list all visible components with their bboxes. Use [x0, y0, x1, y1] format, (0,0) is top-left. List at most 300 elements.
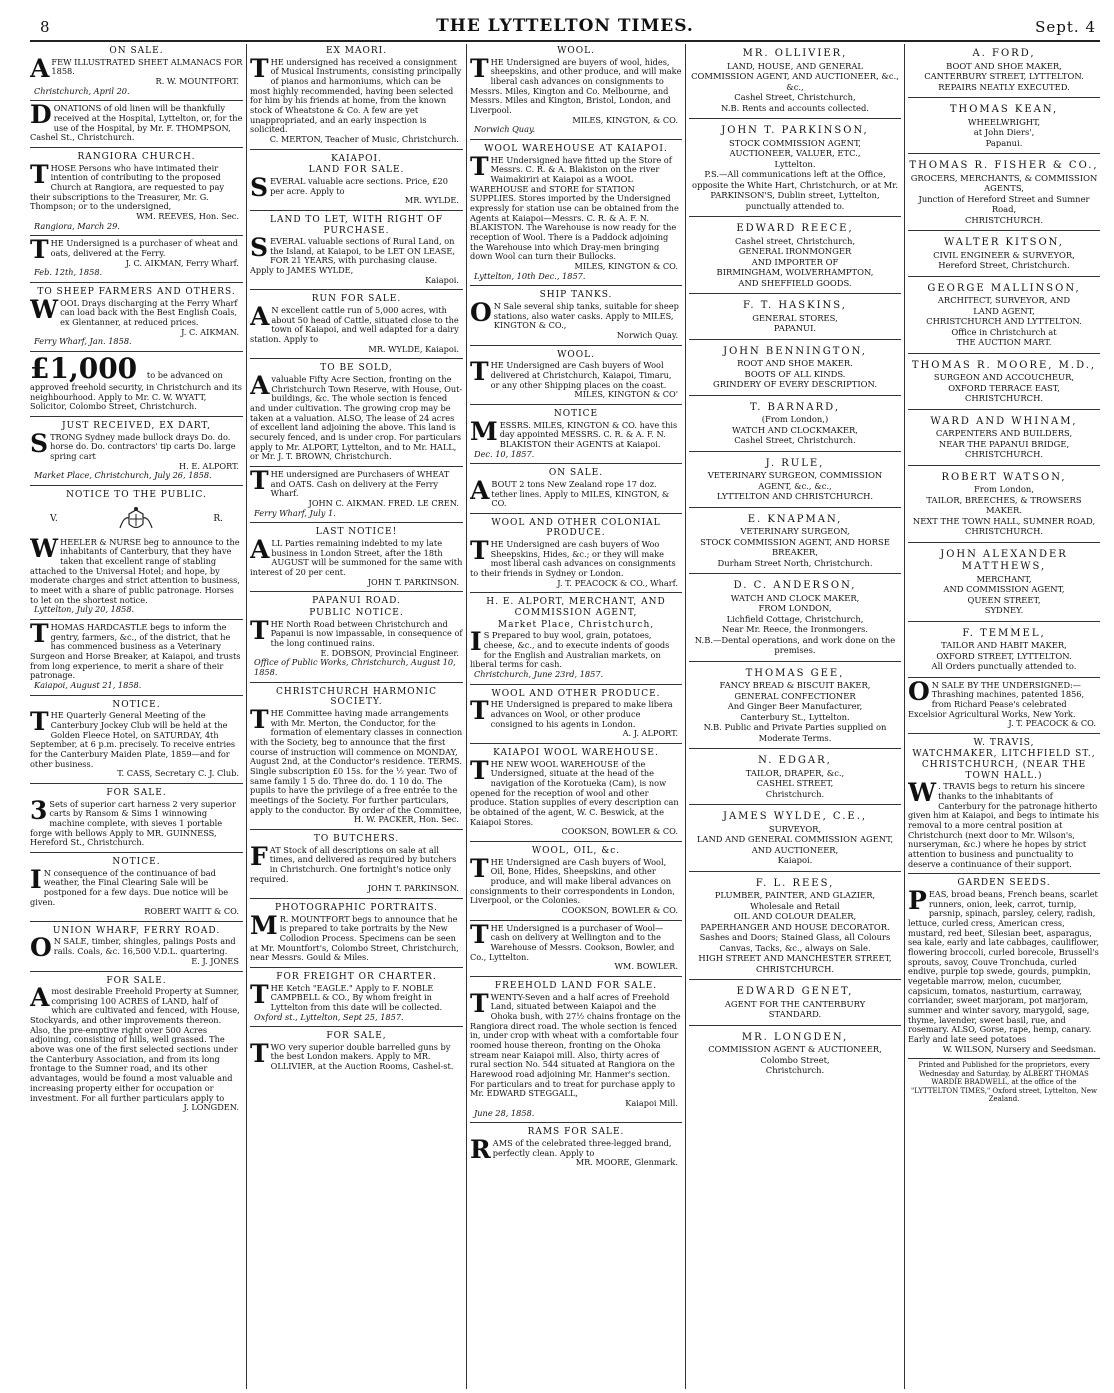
ad-signature: MR. WYLDE, Kaiapoi.: [368, 343, 459, 354]
business-line: PAPANUI.: [773, 323, 817, 333]
ad-text: HE undersigned has received a consignment of Musical Instruments, consisting principally of pianos and harmoniums, which can be most highly recommended, having been selected for him by his friends at home, from the known stock of Wheatstone & Co. A few are yet unappropriated, and an early inspection is solicited.: [250, 56, 462, 135]
ad-subheading: PUBLIC NOTICE.: [309, 608, 404, 619]
business-card: [908, 545, 1100, 619]
ad-divider: [250, 210, 463, 211]
ad-heading: SHIP TANKS.: [539, 290, 613, 301]
business-name: JOHN ALEXANDER MATTHEWS,: [940, 548, 1068, 572]
advertisement: [470, 44, 682, 137]
ad-heading: H. E. ALPORT, MERCHANT, AND COMMISSION AGENT,: [486, 597, 666, 619]
imprint: Printed and Published for the proprietors, every Wednesday and Saturday, by ALBERT THOMAS WARDIE BRADWELL, at the office of the "LYTTELTON TIMES," Oxford street, Lyttelton, New Zealand.: [911, 1061, 1097, 1103]
business-line: TAILOR, DRAPER, &c.,: [745, 767, 845, 778]
ad-heading: WOOL WAREHOUSE AT KAIAPOI.: [484, 143, 668, 154]
ad-signature: J. C. AIKMAN.: [181, 326, 239, 337]
business-line: GENERAL IRONMONGER: [738, 246, 852, 256]
ad-divider: [30, 282, 243, 283]
ad-text: BOUT 2 tons New Zealand rope 17 doz. tether lines. Apply to MILES, KINGTON, & CO.: [491, 478, 670, 509]
advertisement: [908, 876, 1100, 1056]
column-1: [30, 44, 243, 1389]
ad-body: [30, 707, 243, 769]
ad-body: [470, 853, 682, 906]
advertisement: [30, 786, 243, 850]
business-line: AGENT, &c., &c.,: [758, 480, 832, 491]
ad-text: HE Undersigned are buyers of wool, hides, sheepskins, and other produce, and will make liberal cash advances on consignments to Messrs. Miles, Kington and Co. Melbourne, and Messrs. Miles and Kington, Bristol, London, and Liverpool.: [470, 56, 682, 115]
drop-cap: A: [30, 53, 50, 83]
business-line: VETERINARY SURGEON,: [740, 526, 850, 536]
ad-body: [470, 696, 682, 729]
ad-text: LL Parties remaining indebted to my late business in London Street, after the 18th AUGUST will be summoned for the same with interest of 20 per cent.: [250, 538, 463, 578]
ad-heading: PAPANUI ROAD.: [312, 596, 401, 607]
business-line: PAPERHANGER AND HOUSE DECORATOR.: [700, 921, 890, 932]
business-card: [689, 751, 901, 802]
ad-text: N excellent cattle run of 5,000 acres, with about 50 head of Cattle, situated close to the town of Kaiapoi, and well adapted for a dairy station. Apply to: [250, 305, 459, 345]
business-card: [908, 233, 1100, 274]
business-line: NEXT THE TOWN HALL, SUMNER ROAD,: [912, 515, 1096, 526]
ad-divider: [689, 118, 901, 119]
ad-divider: [30, 921, 243, 922]
ad-heading: RAMS FOR SALE.: [527, 1127, 625, 1138]
business-line: SURGEON AND ACCOUCHEUR,: [933, 372, 1075, 382]
business-name: JOHN T. PARKINSON,: [721, 125, 869, 136]
ad-dateline: Dec. 10, 1857.: [474, 448, 535, 459]
business-line: AND SHEFFIELD GOODS.: [738, 277, 852, 288]
business-line: HIGH STREET AND MANCHESTER STREET, CHRISTCHURCH.: [698, 953, 892, 974]
ad-body: [470, 919, 682, 963]
advertisement: [30, 44, 243, 98]
ad-dateline: Christchurch, April 20.: [34, 85, 130, 96]
business-line: OIL AND COLOUR DEALER,: [733, 911, 857, 921]
business-line: AGENT FOR THE CANTERBURY: [724, 998, 866, 1009]
ad-heading: NOTICE TO THE PUBLIC.: [66, 489, 207, 500]
business-line: WHEELWRIGHT,: [967, 116, 1041, 127]
business-card: [689, 874, 901, 978]
ad-body: [470, 53, 682, 116]
business-name: EDWARD GENET,: [736, 986, 854, 997]
ad-text: HE Undersigned have fitted up the Store of Messrs. C. R. & A. Blakiston on the river Waimakiriri at Kaiapoi as a WOOL WAREHOUSE and STORE for STATION SUPPLIES. Stores imported by the Undersigned expressly for station use can be obtained from the Agents at Kaiapoi—Messrs. C. R. & A. F. N. BLAKISTON. The Warehouse is now ready for the reception of Wool. There is a Paddock adjoining the Warehouse into which Dray-men bringing down Wool can turn their Bullocks.: [470, 154, 679, 262]
ad-signature: MILES, KINGTON, & CO.: [572, 114, 678, 125]
ad-text: WENTY-Seven and a half acres of Freehold Land, situated between Kaiapoi and the Ohoka bush, with 27½ chains frontage on the Rangiora direct road. The whole section is fenced in, under crop with wheat with a comfortable four roomed house thereon, fronting on the Ohoka stream near Kaiapoi mill. Also, thirty acres of rural section No. 544 situated at Rangiora on the Harewood road adjoining Mr. Hanmer's section. For particulars and to treat for purchase apply to Mr. EDWARD STEGGALL,: [470, 991, 681, 1099]
business-name: J. RULE,: [765, 457, 825, 469]
business-line: COMMISSION AGENT, AND AUCTIONEER, &c., &c.,: [691, 71, 899, 92]
ad-divider: [908, 465, 1100, 466]
ad-heading: FOR FREIGHT OR CHARTER.: [276, 971, 437, 982]
column-rule: [904, 44, 905, 1389]
ad-subheading: LAND FOR SALE.: [308, 165, 405, 176]
drop-cap: A: [250, 535, 270, 565]
ad-body: [250, 466, 463, 499]
business-line: Kaiapoi.: [777, 855, 813, 865]
ad-text: to be advanced on approved freehold security, in Christchurch and its neighbourhood. Apply to Mr. C. W. WYATT, Solicitor, Colombo Street, Christchurch.: [30, 369, 242, 412]
ad-text: FEW ILLUSTRATED SHEET ALMANACS FOR 1858.: [51, 56, 243, 77]
advertisement: [30, 618, 243, 693]
drop-cap: W: [30, 533, 59, 563]
ad-divider: [250, 898, 463, 899]
ad-heading: NOTICE.: [112, 856, 161, 867]
ad-text: ONATIONS of old linen will be thankfully received at the Hospital, Lyttelton, or, for the use of the Hospital, by Mr. F. THOMPSON, Cashel St., Christchurch.: [30, 103, 243, 143]
ad-dateline: Norwich Quay.: [474, 124, 536, 135]
ad-text: OOL Drays discharging at the Ferry Wharf can load back with the Best English Coals, ex Glentanner, at reduced prices.: [60, 297, 238, 327]
ad-body: [250, 841, 463, 885]
ad-signature: MILES, KINGTON & CO.: [574, 260, 678, 271]
ad-divider: [908, 621, 1100, 622]
ad-divider: [30, 235, 243, 236]
business-card: [908, 468, 1100, 540]
business-line: TAILOR, BREECHES, & TROWSERS: [926, 494, 1082, 505]
business-name: E. KNAPMAN,: [747, 513, 843, 525]
ad-divider: [908, 353, 1100, 354]
advertisement: [30, 150, 243, 233]
business-line: Colombo Street,: [760, 1054, 830, 1065]
column-rule: [685, 44, 686, 1389]
business-line: CHRISTCHURCH.: [964, 526, 1044, 536]
ad-dateline: Oxford st., Lyttelton, Sept 25, 1857.: [254, 1011, 404, 1022]
ad-signature: WM. REEVES, Hon. Sec.: [136, 210, 239, 221]
business-line: AND COMMISSION AGENT,: [943, 584, 1065, 594]
business-line: N.B.—Dental operations, and work done on the premises.: [694, 634, 896, 655]
business-line: All Orders punctually attended to.: [931, 661, 1077, 671]
advertisement: [250, 970, 463, 1024]
ad-divider: [908, 97, 1100, 98]
ad-text: S Prepared to buy wool, grain, potatoes, cheese, &c., and to execute indents of goods for the English and Australian markets, on liberal terms for cash.: [470, 630, 670, 670]
business-name: EDWARD REECE,: [736, 223, 854, 234]
business-line: CASHEL STREET,: [756, 778, 834, 788]
ad-body: [30, 864, 243, 908]
ad-divider: [470, 920, 682, 921]
ad-signature: MILES, KINGTON & CO': [574, 389, 678, 400]
business-card: [689, 664, 901, 747]
business-card: [689, 982, 901, 1023]
business-card: [908, 100, 1100, 151]
business-line: Sashes and Doors; Stained Glass, all Colours Canvas, Tacks, &c., always on Sale.: [699, 932, 891, 953]
ad-body: [250, 704, 463, 815]
ad-heading: RUN FOR SALE.: [311, 294, 402, 305]
ad-divider: [689, 395, 901, 396]
advertisement: [30, 488, 243, 617]
business-card: [689, 1028, 901, 1079]
ad-divider: [250, 149, 463, 150]
ad-signature: H. E. ALPORT.: [179, 460, 239, 471]
advertisement: [250, 44, 463, 147]
ad-divider: [689, 507, 901, 508]
drop-cap: T: [470, 919, 489, 949]
ad-heading: NOTICE: [553, 408, 599, 419]
ad-divider: [30, 695, 243, 696]
ad-divider: [470, 285, 682, 286]
ad-signature: COOKSON, BOWLER & CO.: [561, 826, 678, 837]
ad-subheading: Market Place, Christchurch,: [497, 619, 655, 630]
business-line: And Ginger Beer Manufacturer,: [727, 701, 863, 711]
business-line: GENERAL CONFECTIONER: [734, 690, 856, 701]
business-line: SYDNEY.: [984, 605, 1024, 615]
business-line: GROCERS, MERCHANTS, & COMMISSION AGENTS,: [910, 172, 1098, 193]
business-line: AUCTIONEER, VALUER, ETC.,: [729, 148, 861, 158]
ad-heading: LAST NOTICE!: [315, 527, 398, 538]
business-line: CHRISTCHURCH AND LYTTELTON.: [926, 316, 1082, 326]
ad-text: HE NEW WOOL WAREHOUSE of the Undersigned, situate at the head of the navigation of the Korotueka (Cam), is now opened for the reception of wool and other produce. Station supplies of every description can be obtained of the agent, W. C. Beswick, at the Kaiapoi Stores.: [470, 758, 679, 827]
ad-text: EAS, broad beans, French beans, scarlet runners, onion, leek, carrot, turnip, parsnip, spinach, parsley, celery, radish, lettuce, curled cress, American cress, mustard, red beet, Silesian beet, asparagus, sea kale, early and late cabbages, cauliflower, flowering broccoli, curled borecole, Brussell's sprouts, savoy, Couve Tronchuda, curled endive, purple top swede, gourds, pumpkin, vegetable marrow, melon, cucumber, capsicum, tomatos, nasturtium, carraway, corriander, sweet marjoram, pot marjoram, summer and winter savory, marygold, sage, thyme, lavender, sweet basil, rue, and rosemary. ALSO, Gorse, rape, hemp, canary. Early and late seed potatoes: [908, 888, 1099, 1045]
ad-text: AT Stock of all descriptions on sale at all times, and delivered as required by butchers in Christchurch. One fortnight's notice only required.: [250, 844, 457, 884]
advertisement: [30, 698, 243, 781]
ad-divider: [908, 230, 1100, 231]
drop-cap: I: [470, 627, 482, 657]
ad-text: HE Undersigned are cash buyers of Woo Sheepskins, Hides, &c.; or they will make most liberal cash advances on consignments to their friends in Sydney or London.: [470, 539, 676, 579]
ad-body: [470, 357, 682, 390]
drop-cap: T: [250, 979, 269, 1009]
advertisement: [250, 685, 463, 827]
business-line: Cashel Street, Christchurch,: [734, 92, 856, 102]
ad-divider: [470, 684, 682, 685]
ad-text: HE North Road between Christchurch and Papanui is now impassable, in consequence of the long continued rains.: [270, 618, 463, 648]
ad-heading: WOOL AND OTHER COLONIAL PRODUCE.: [491, 517, 661, 539]
ad-dateline: Kaiapoi, August 21, 1858.: [34, 679, 142, 690]
ad-text: N consequence of the continuance of bad weather, the Final Clearing Sale will be postponed for a few days. Due notice will be given.: [30, 867, 229, 907]
ad-divider: [470, 139, 682, 140]
ad-heading: TO SHEEP FARMERS AND OTHERS.: [37, 286, 236, 297]
advertisement: [470, 142, 682, 283]
drop-cap: S: [30, 428, 49, 458]
business-line: N.B. Rents and accounts collected.: [721, 102, 869, 113]
advertisement: [30, 100, 243, 145]
ad-divider: [689, 216, 901, 217]
advertisement: [30, 924, 243, 969]
business-line: at John Diers',: [973, 127, 1035, 137]
column-2: [250, 44, 463, 1389]
business-line: CHRISTCHURCH.: [964, 449, 1044, 459]
ad-signature: J. C. AIKMAN, Ferry Wharf.: [125, 257, 239, 268]
drop-cap: 3: [30, 795, 48, 825]
business-line: CHRISTCHURCH.: [964, 214, 1044, 225]
newspaper-title: THE LYTTELTON TIMES.: [436, 16, 694, 36]
advertisement: [470, 687, 682, 741]
ad-divider: [30, 783, 243, 784]
ad-signature: H. W. PACKER, Hon. Sec.: [353, 814, 459, 825]
ad-divider: [30, 971, 243, 972]
ad-body: [250, 302, 463, 345]
ad-body: [470, 627, 682, 670]
ad-heading: TO BUTCHERS.: [313, 833, 400, 844]
business-line: QUEEN STREET,: [967, 594, 1041, 605]
business-line: Near Mr. Reece, the Ironmongers.: [722, 624, 868, 634]
ad-heading: FREEHOLD LAND FOR SALE.: [494, 980, 658, 991]
ad-body: [470, 475, 682, 509]
ad-body: [250, 53, 463, 135]
drop-cap: T: [30, 235, 49, 265]
advertisement: [908, 736, 1100, 871]
drop-cap: M: [250, 910, 278, 940]
ad-dateline: June 28, 1858.: [474, 1107, 535, 1118]
business-line: LAND, HOUSE, AND GENERAL: [727, 60, 863, 71]
ad-body: [30, 159, 243, 212]
ad-body: [250, 910, 463, 963]
drop-cap: T: [250, 1038, 269, 1068]
advertisement: [30, 351, 243, 414]
ad-text: R. MOUNTFORT begs to announce that he is prepared to take portraits by the New Collodion Process. Specimens can be seen at Mr. Mountfort's, Colombo Street, Christchurch, near Messrs. Gould & Miles.: [250, 913, 459, 963]
ad-body: [250, 1038, 463, 1072]
ad-body: [470, 151, 682, 262]
ad-divider: [470, 404, 682, 405]
business-line: P.S.—All communications left at the Office, opposite the White Hart, Christchurch, or at Mr. PARKINSON'S, Dublin street, Lyttelton, punctually attended to.: [692, 169, 898, 211]
ad-divider: [30, 100, 243, 101]
royal-crest-icon: [116, 506, 156, 534]
drop-cap: A: [250, 371, 270, 401]
business-line: WATCH AND CLOCKMAKER,: [732, 424, 858, 435]
ad-heading: WOOL.: [557, 349, 595, 360]
ad-signature: R. W. MOUNTFORT.: [155, 75, 239, 86]
business-name: JAMES WYLDE, C.E.,: [722, 811, 868, 822]
business-line: Hereford Street, Christchurch.: [938, 260, 1070, 270]
column-rule: [246, 44, 247, 1389]
page-number: 8: [40, 18, 50, 36]
ad-signature: Norwich Quay.: [616, 329, 678, 340]
business-line: LAND AND GENERAL COMMISSION AGENT,: [696, 834, 894, 844]
drop-cap: T: [470, 151, 489, 181]
drop-cap: I: [30, 864, 42, 894]
business-line: N.B. Public and Private Parties supplied on Moderate Terms.: [703, 722, 887, 743]
advertisement: [470, 407, 682, 461]
ad-text: HEELER & NURSE beg to announce to the inhabitants of Canterbury, that they have taken that excellent range of stabling attached to the Universal Hotel; and hope, by moderate charges and strict attention to business, to meet with a share of public patronage. Horses to let on the shortest notice.: [30, 536, 240, 605]
ad-divider: [470, 592, 682, 593]
ad-divider: [689, 748, 901, 749]
drop-cap: T: [250, 53, 269, 83]
business-line: BOOTS OF ALL KINDS.: [744, 368, 846, 379]
column-4: [689, 44, 901, 1389]
ad-text: HOSE Persons who have intimated their intention of contributing to the proposed Church at Rangiora, are requested to pay their subscriptions to the Treasurer, Mr. G. Thompson; or to the undersigned,: [30, 162, 224, 212]
business-line: Cashel street, Christchurch,: [734, 235, 856, 246]
ad-body: [30, 294, 243, 328]
ad-heading: FOR SALE.: [106, 975, 167, 986]
ad-divider: [689, 1025, 901, 1026]
ad-subheading: WATCHMAKER, LITCHFIELD ST., CHRISTCHURCH, (NEAR THE TOWN HALL.): [912, 749, 1096, 781]
ad-amount: £1,000: [30, 351, 147, 385]
ad-dateline: Feb. 12th, 1858.: [34, 267, 103, 278]
ad-dateline: Lyttelton, July 20, 1858.: [34, 604, 135, 615]
ad-divider: [250, 967, 463, 968]
ad-signature: COOKSON, BOWLER & CO.: [561, 904, 678, 915]
ad-body: [250, 535, 463, 578]
ad-text: WO very superior double barrelled guns by the best London makers. Apply to MR. OLLIVIER, at the Auction Rooms, Cashel-st.: [270, 1041, 454, 1072]
ad-text: HE Committee having made arrangements with Mr. Merton, the Conductor, for the formation of elementary classes in connection with the Society, beg to announce that the first course of instruction will commence on MONDAY, August 2nd, at the Conductor's residence. TERMS. Single subscription £0 15s. for the ½ year. Two of same family 1 5 do. Three do. do. 1 10 do. The pupils to have the privilege of a free entrée to the meetings of the Society. For further particulars, apply to the conductor. By order of the Committee,: [250, 707, 463, 815]
advertisement: [250, 152, 463, 208]
drop-cap: M: [470, 416, 498, 446]
ad-body: [250, 615, 463, 649]
business-line: LAND AGENT,: [973, 305, 1035, 316]
business-name: N. EDGAR,: [758, 755, 832, 766]
ad-divider: [470, 841, 682, 842]
drop-cap: T: [470, 696, 489, 726]
business-line: Christchurch.: [765, 788, 825, 799]
business-card: [908, 156, 1100, 228]
ad-divider: [470, 513, 682, 514]
drop-cap: T: [470, 53, 489, 83]
business-line: Lyttelton.: [774, 158, 816, 169]
business-line: MERCHANT,: [976, 573, 1032, 584]
business-card: [689, 121, 901, 214]
advertisement: [30, 235, 243, 280]
drop-cap: T: [250, 704, 269, 734]
advertisement: [470, 288, 682, 342]
ad-body: [30, 100, 243, 143]
drop-cap: W: [908, 778, 937, 808]
ad-text: ESSRS. MILES, KINGTON & CO. have this day appointed MESSRS. C. R. & A. F. N. BLAKISTON their AGENTS at Kaiapoi.: [499, 419, 678, 449]
ad-heading: W. TRAVIS,: [973, 737, 1035, 748]
ad-signature: T. CASS, Secretary C. J. Club.: [117, 768, 239, 779]
business-name: JOHN BENNINGTON,: [723, 345, 867, 357]
page-columns: [30, 44, 1100, 1389]
ad-divider: [250, 591, 463, 592]
column-rule: [466, 44, 467, 1389]
ad-divider: [689, 451, 901, 452]
advertisement: [470, 595, 682, 681]
ad-divider: [689, 979, 901, 980]
ad-signature: ROBERT WAITT & CO.: [144, 906, 239, 917]
ad-signature: Kaiapoi.: [425, 274, 459, 285]
ad-divider: [689, 573, 901, 574]
ad-body: [30, 428, 243, 462]
ad-text: HE Ketch "EAGLE." Apply to F. NOBLE CAMPBELL & CO., By whom freight in Lyttelton from this date will be collected.: [270, 982, 443, 1012]
business-line: Lichfield Cottage, Christchurch,: [726, 613, 864, 624]
ad-text: EVERAL valuable sections of Rural Land, on the Island, at Kaiapoi, to be LET ON LEASE, FOR 21 YEARS, with purchasing clause. Apply to JAMES WYLDE,: [250, 236, 455, 276]
ad-text: TRONG Sydney made bullock drays Do. do. horse do. Do. contractors' tip carts Do. large spring cart: [50, 431, 236, 461]
advertisement: [250, 361, 463, 464]
business-line: VETERINARY SURGEON, COMMISSION: [707, 470, 883, 480]
column-5: [908, 44, 1100, 1389]
ad-divider: [30, 147, 243, 148]
issue-date: Sept. 4: [1035, 18, 1096, 36]
ad-divider: [689, 293, 901, 294]
business-line: Canterbury St., Lyttelton.: [740, 711, 850, 722]
business-line: PLUMBER, PAINTER, AND GLAZIER,: [714, 890, 876, 900]
drop-cap: A: [470, 475, 490, 505]
business-line: WATCH AND CLOCK MAKER,: [730, 592, 860, 603]
ad-body: [908, 885, 1100, 1045]
ad-dateline: Ferry Wharf, July 1.: [254, 507, 336, 518]
ad-body: [30, 618, 243, 681]
advertisement: [470, 348, 682, 402]
ad-heading: GARDEN SEEDS.: [957, 878, 1051, 889]
ad-body: [30, 351, 243, 412]
drop-cap: T: [470, 536, 489, 566]
business-card: [908, 279, 1100, 351]
ad-divider: [30, 852, 243, 853]
ad-dateline: Office of Public Works, Christchurch, August 10, 1858.: [254, 657, 456, 677]
drop-cap: R: [470, 1134, 491, 1164]
business-name: MR. OLLIVIER,: [742, 48, 848, 59]
drop-cap: S: [250, 233, 269, 263]
advertisement: [250, 466, 463, 520]
ad-text: HOMAS HARDCASTLE begs to inform the gentry, farmers, &c., of the district, that he has commenced business as a Veterinary Surgeon and Horse Breaker, at Kaiapoi, and trusts from long experience, to merit a share of their patronage.: [30, 621, 241, 681]
ad-divider: [908, 542, 1100, 543]
ad-heading: JUST RECEIVED, EX DART,: [62, 420, 211, 431]
ad-dateline: Market Place, Christchurch, July 26, 1858.: [34, 470, 212, 481]
business-name: WARD AND WHINAM,: [930, 415, 1078, 427]
business-line: GRINDERY OF EVERY DESCRIPTION.: [713, 379, 877, 389]
business-card: [689, 807, 901, 869]
ad-heading: RANGIORA CHURCH.: [77, 151, 196, 162]
ad-signature: E. J. JONES: [191, 955, 239, 966]
drop-cap: A: [30, 983, 50, 1013]
drop-cap: P: [908, 885, 927, 915]
ad-signature: JOHN T. PARKINSON.: [367, 883, 459, 894]
business-line: (From London,): [761, 414, 829, 424]
advertisement: [908, 676, 1100, 731]
ad-signature: MR. WYLDE.: [404, 195, 459, 206]
business-line: CARPENTERS AND BUILDERS,: [935, 428, 1073, 438]
drop-cap: D: [30, 100, 52, 130]
drop-cap: T: [250, 615, 269, 645]
ad-text: HE undersigned are Purchasers of WHEAT and OATS. Cash on delivery at the Ferry Wharf.: [270, 469, 450, 499]
ad-divider: [470, 743, 682, 744]
ad-dateline: Ferry Wharf, Jan. 1858.: [34, 336, 132, 347]
masthead: [30, 14, 1100, 42]
